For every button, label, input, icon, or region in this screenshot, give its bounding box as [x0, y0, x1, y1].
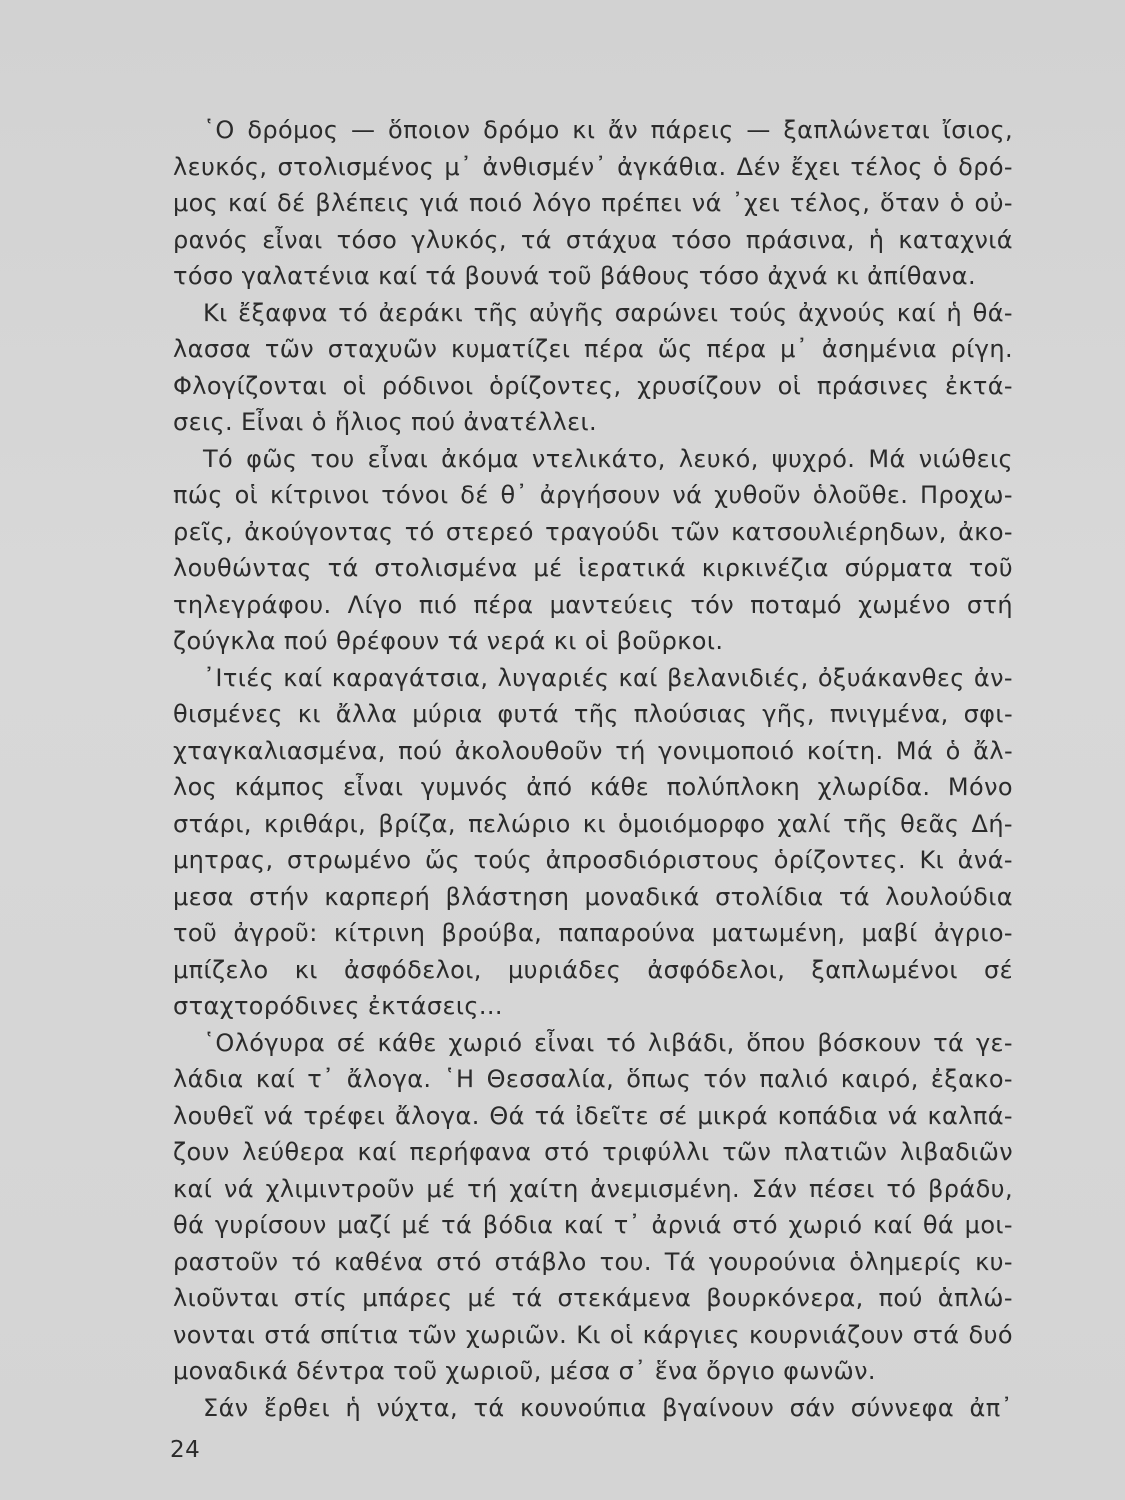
- text-line: λασσα τῶν σταχυῶν κυματίζει πέρα ὥς πέρα μ᾽ ἀσημένια ρίγη.: [173, 335, 1013, 363]
- text-line: ᾽Ιτιές καί καραγάτσια, λυγαριές καί βελανιδιές, ὀξυάκανθες ἀν-: [203, 663, 1013, 692]
- text-line: καί νά χλιμιντροῦν μέ τή χαίτη ἀνεμισμένη. Σάν πέσει τό βράδυ,: [173, 1174, 1013, 1203]
- page-number: 24: [170, 1437, 201, 1463]
- text-line: θά γυρίσουν μαζί μέ τά βόδια καί τ᾽ ἀρνιά στό χωριό καί θά μοι-: [173, 1211, 1013, 1239]
- text-line: ῾Ολόγυρα σέ κάθε χωριό εἶναι τό λιβάδι, ὅπου βόσκουν τά γε-: [203, 1028, 1013, 1057]
- text-line: Σάν ἔρθει ἡ νύχτα, τά κουνούπια βγαίνουν σάν σύννεφα ἀπ᾽: [203, 1393, 1013, 1422]
- text-line: ῾Ο δρόμος — ὅποιον δρόμο κι ἄν πάρεις — ξαπλώνεται ἴσιος,: [203, 116, 1013, 144]
- text-line: μεσα στήν καρπερή βλάστηση μοναδικά στολίδια τά λουλούδια: [173, 882, 1013, 911]
- text-line: λος κάμπος εἶναι γυμνός ἀπό κάθε πολύπλοκη χλωρίδα. Μόνο: [173, 773, 1013, 801]
- text-line: πώς οἱ κίτρινοι τόνοι δέ θ᾽ ἀργήσουν νά χυθοῦν ὁλοῦθε. Προχω-: [173, 481, 1013, 509]
- text-line: λουθώντας τά στολισμένα μέ ἱερατικά κιρκινέζια σύρματα τοῦ: [173, 554, 1013, 582]
- text-line: Τό φῶς του εἶναι ἀκόμα ντελικάτο, λευκό, ψυχρό. Μά νιώθεις: [203, 444, 1013, 473]
- text-line: στάρι, κριθάρι, βρίζα, πελώριο κι ὁμοιόμορφο χαλί τῆς θεᾶς Δή-: [173, 809, 1013, 838]
- text-line: ρανός εἶναι τόσο γλυκός, τά στάχυα τόσο πράσινα, ἡ καταχνιά: [173, 225, 1013, 254]
- text-line: λιοῦνται στίς μπάρες μέ τά στεκάμενα βουρκόνερα, πού ἁπλώ-: [173, 1284, 1013, 1312]
- text-line: ρεῖς, ἀκούγοντας τό στερεό τραγούδι τῶν κατσουλιέρηδων, ἀκο-: [173, 517, 1013, 546]
- body-text: [173, 112, 1013, 1426]
- text-line: λάδια καί τ᾽ ἄλογα. ῾Η Θεσσαλία, ὅπως τόν παλιό καιρό, ἐξακο-: [173, 1065, 1013, 1093]
- text-line: μπίζελο κι ἀσφόδελοι, μυριάδες ἀσφόδελοι, ξαπλωμένοι σέ: [173, 955, 1013, 984]
- text-line: ραστοῦν τό καθένα στό στάβλο του. Τά γουρούνια ὁλημερίς κυ-: [173, 1247, 1013, 1276]
- text-line: νονται στά σπίτια τῶν χωριῶν. Κι οἱ κάργιες κουρνιάζουν στά δυό: [173, 1320, 1013, 1349]
- text-line: τοῦ ἀγροῦ: κίτρινη βρούβα, παπαρούνα ματωμένη, μαβί ἀγριο-: [173, 919, 1013, 947]
- text-line: ζουν λεύθερα καί περήφανα στό τριφύλλι τῶν πλατιῶν λιβαδιῶν: [173, 1138, 1013, 1166]
- text-line: μος καί δέ βλέπεις γιά ποιό λόγο πρέπει νά ᾽χει τέλος, ὅταν ὁ οὐ-: [173, 189, 1013, 217]
- text-line: μοναδικά δέντρα τοῦ χωριοῦ, μέσα σ᾽ ἕνα ὄργιο φωνῶν.: [173, 1357, 876, 1385]
- text-line: μητρας, στρωμένο ὥς τούς ἀπροσδιόριστους ὁρίζοντες. Κι ἀνά-: [173, 846, 1013, 874]
- text-line: Κι ἔξαφνα τό ἀεράκι τῆς αὐγῆς σαρώνει τούς ἀχνούς καί ἡ θά-: [203, 298, 1013, 327]
- text-line: θισμένες κι ἄλλα μύρια φυτά τῆς πλούσιας γῆς, πνιγμένα, σφι-: [173, 700, 1013, 728]
- text-line: σταχτορόδινες ἐκτάσεις...: [173, 992, 503, 1020]
- text-line: χταγκαλιασμένα, πού ἀκολουθοῦν τή γονιμοποιό κοίτη. Μά ὁ ἄλ-: [173, 736, 1013, 765]
- text-line: σεις. Εἶναι ὁ ἥλιος πού ἀνατέλλει.: [173, 408, 598, 436]
- text-line: τηλεγράφου. Λίγο πιό πέρα μαντεύεις τόν ποταμό χωμένο στή: [173, 590, 1013, 619]
- text-line: ζούγκλα πού θρέφουν τά νερά κι οἱ βοῦρκοι.: [173, 627, 724, 655]
- text-line: λευκός, στολισμένος μ᾽ ἀνθισμέν᾽ ἀγκάθια. Δέν ἔχει τέλος ὁ δρό-: [173, 152, 1013, 181]
- text-line: τόσο γαλατένια καί τά βουνά τοῦ βάθους τόσο ἀχνά κι ἀπίθανα.: [173, 262, 977, 290]
- text-line: λουθεῖ νά τρέφει ἄλογα. Θά τά ἰδεῖτε σέ μικρά κοπάδια νά καλπά-: [173, 1101, 1013, 1130]
- text-line: Φλογίζονται οἱ ρόδινοι ὁρίζοντες, χρυσίζουν οἱ πράσινες ἐκτά-: [173, 371, 1013, 400]
